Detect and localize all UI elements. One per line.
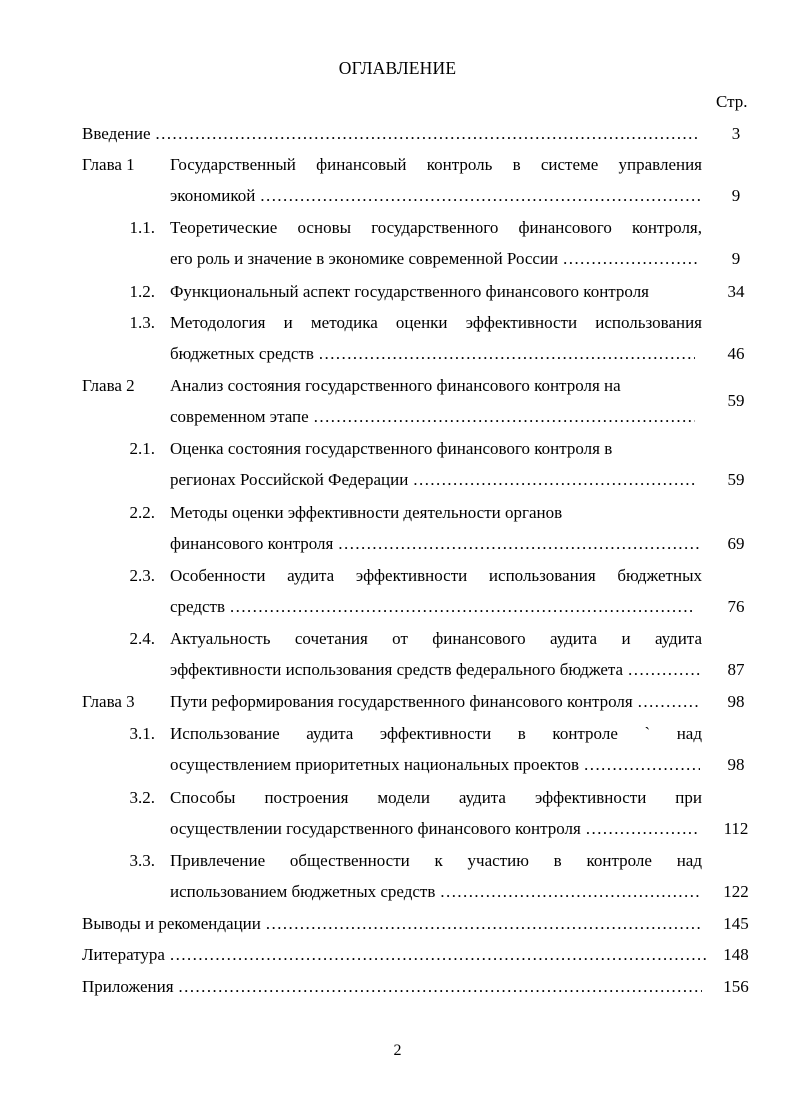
toc-entry-text: эффективности использования средств федерального бюджета ……………………………………………………………………………………………………………………………………………………: [170, 660, 702, 680]
toc-entry-label: 2.4.: [129, 629, 155, 648]
toc-entry-page: 3: [731, 124, 741, 143]
toc-entry-label: 3.1.: [129, 724, 155, 743]
toc-entry-text: Выводы и рекомендации ……………………………………………………………………………………………………………………………………………………: [82, 914, 700, 934]
toc-entry-text: Теоретические основы государственного финансового контроля,: [170, 218, 702, 237]
toc-entry-text: осуществлении государственного финансового контроля ……………………………………………………………………………………………………………………………………………………: [170, 819, 700, 839]
toc-entry-page: 9: [731, 249, 741, 268]
toc-entry-page: 9: [731, 186, 741, 205]
toc-entry-page: 112: [723, 819, 749, 838]
toc-entry-text: финансового контроля ……………………………………………………………………………………………………………………………………………………: [170, 534, 700, 554]
toc-entry-text: Методология и методика оценки эффективности использования: [170, 313, 702, 332]
toc-entry-page: 98: [727, 755, 745, 774]
toc-entry-label: 3.2.: [129, 788, 155, 807]
toc-entry-page: 69: [727, 534, 745, 553]
toc-entry-text: Введение ……………………………………………………………………………………………………………………………………………………: [82, 124, 700, 144]
toc-entry-text: экономикой ……………………………………………………………………………………………………………………………………………………: [170, 186, 700, 206]
toc-entry-label: 2.3.: [129, 566, 155, 585]
toc-entry-text: современном этапе ……………………………………………………………………………………………………………………………………………………: [170, 407, 695, 427]
toc-entry-text: его роль и значение в экономике современной России ……………………………………………………………………………………………………………………………………………………: [170, 249, 698, 269]
toc-entry-text: Пути реформирования государственного финансового контроля ……………………………………………………………………………………………………………………………………………………: [170, 692, 700, 712]
toc-entry-page: 76: [727, 597, 745, 616]
toc-entry-text: осуществлением приоритетных национальных проектов ……………………………………………………………………………………………………………………………………………………: [170, 755, 700, 775]
toc-entry-text: бюджетных средств ……………………………………………………………………………………………………………………………………………………: [170, 344, 695, 364]
toc-entry-text: Использование аудита эффективности в контроле ` над: [170, 724, 702, 743]
toc-entry-label: Глава 3: [82, 692, 135, 711]
toc-entry-text: Функциональный аспект государственного финансового контроля: [170, 282, 650, 301]
toc-entry-text: регионах Российской Федерации ……………………………………………………………………………………………………………………………………………………: [170, 470, 697, 490]
toc-entry-page: 156: [723, 977, 749, 996]
toc-entry-text: Особенности аудита эффективности использования бюджетных: [170, 566, 702, 585]
toc-entry-label: 1.1.: [129, 218, 155, 237]
toc-entry-page: 46: [727, 344, 745, 363]
toc-entry-text: Оценка состояния государственного финансового контроля в: [170, 439, 613, 458]
toc-entry-page: 122: [723, 882, 749, 901]
toc-entry-label: 1.2.: [129, 282, 155, 301]
toc-entry-page: 87: [727, 660, 745, 679]
toc-entry-page: 98: [727, 692, 745, 711]
toc-entry-page: 148: [723, 945, 749, 964]
toc-entry-page: 59: [727, 391, 745, 410]
toc-entry-label: Глава 2: [82, 376, 135, 395]
toc-entry-label: Глава 1: [82, 155, 135, 174]
toc-entry-text: Способы построения модели аудита эффективности при: [170, 788, 702, 807]
toc-entry-page: 59: [727, 470, 745, 489]
toc-entry-page: 34: [727, 282, 745, 301]
toc-entry-text: использованием бюджетных средств ……………………………………………………………………………………………………………………………………………………: [170, 882, 700, 902]
toc-entry-text: Анализ состояния государственного финансового контроля на: [170, 376, 621, 395]
toc-title: ОГЛАВЛЕНИЕ: [338, 58, 457, 78]
toc-entry-page: 145: [723, 914, 749, 933]
toc-entry-text: Государственный финансовый контроль в системе управления: [170, 155, 702, 174]
toc-entry-text: Методы оценки эффективности деятельности органов: [170, 503, 563, 522]
toc-entry-label: 2.2.: [129, 503, 155, 522]
toc-entry-text: Приложения ……………………………………………………………………………………………………………………………………………………: [82, 977, 702, 997]
toc-entry-text: Литература ……………………………………………………………………………………………………………………………………………………: [82, 945, 707, 965]
toc-entry-label: 2.1.: [129, 439, 155, 458]
toc-entry-label: 3.3.: [129, 851, 155, 870]
toc-entry-label: 1.3.: [129, 313, 155, 332]
toc-entry-text: Актуальность сочетания от финансового аудита и аудита: [170, 629, 702, 648]
toc-entry-text: Привлечение общественности к участию в контроле над: [170, 851, 702, 870]
footer-page-number: 2: [393, 1042, 402, 1059]
page-column-label: Стр.: [716, 92, 748, 111]
toc-entry-text: средств ……………………………………………………………………………………………………………………………………………………: [170, 597, 692, 617]
